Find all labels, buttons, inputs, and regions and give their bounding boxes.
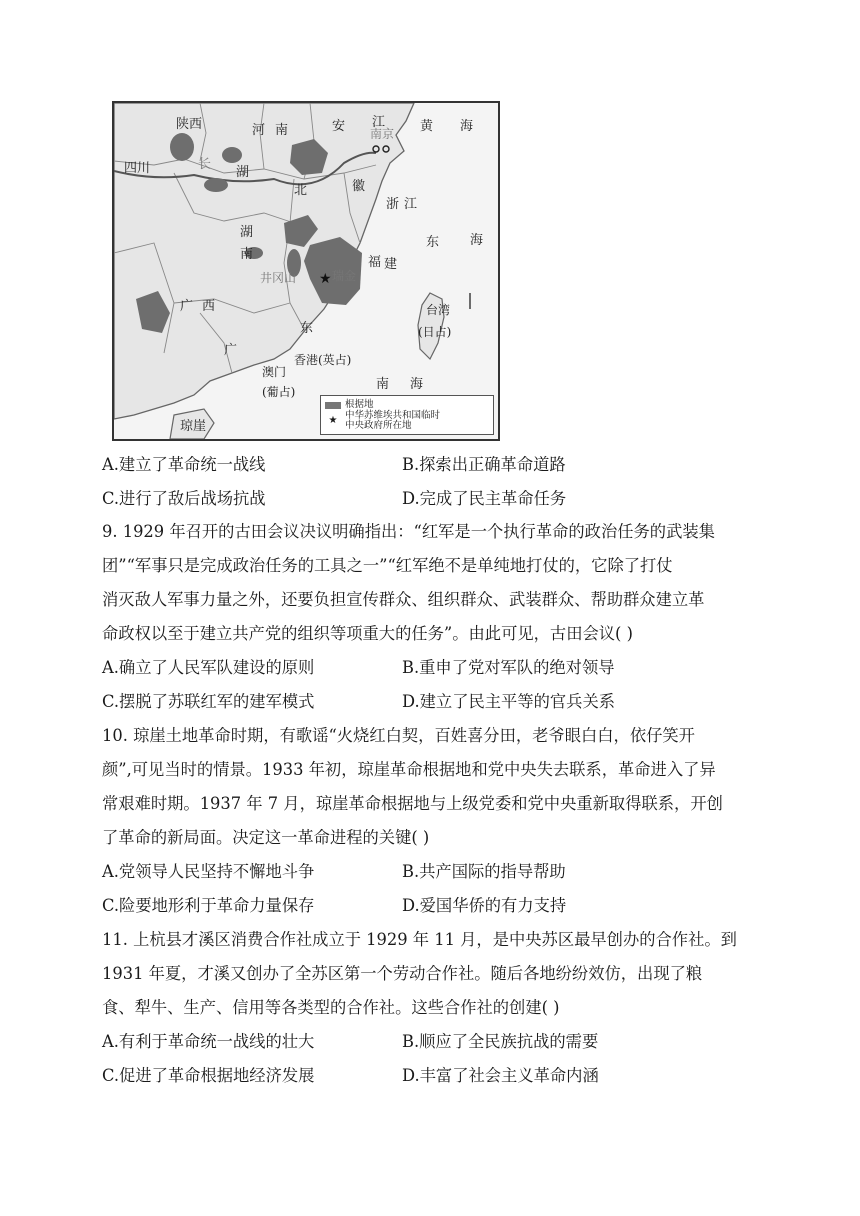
map-label-hui: 徽	[352, 179, 366, 194]
map-label-anhui: 安	[332, 119, 346, 134]
map-label-taiwan: 台湾	[426, 303, 451, 317]
map-label-nan-sea: 南	[376, 377, 390, 392]
base-area	[204, 178, 228, 192]
q11-option-b[interactable]: B.顺应了全民族抗战的需要	[402, 1032, 599, 1051]
map-label-henan: 河南	[252, 123, 299, 138]
map-label-macau: 澳门	[262, 365, 287, 379]
legend-base-label: 根据地	[345, 399, 374, 410]
q9-option-b[interactable]: B.重申了党对军队的绝对领导	[402, 658, 615, 677]
q8-option-b[interactable]: B.探索出正确革命道路	[402, 455, 566, 474]
map-label-zhe: 浙	[386, 197, 400, 212]
q11-option-a[interactable]: A.有利于革命统一战线的壮大	[102, 1032, 315, 1051]
map-label-qiongya: 琼崖	[180, 419, 207, 434]
map-label-hai-mid: 海	[470, 233, 484, 248]
ruijin-star-marker: ★	[319, 271, 332, 287]
map-label-guangxi-2: 西	[202, 299, 216, 314]
q9-stem-line: 团”“军事只是完成政治任务的工具之一”“红军绝不是单纯地打仗的，它除了打仗	[102, 556, 673, 575]
q8-option-a[interactable]: A.建立了革命统一战线	[102, 455, 266, 474]
map-label-sichuan: 四川	[124, 161, 151, 176]
map-label-bei: 北	[294, 183, 308, 198]
q9-option-a[interactable]: A.确立了人民军队建设的原则	[102, 658, 315, 677]
map-label-jiang2: 江	[404, 197, 418, 212]
star-icon: ★	[328, 415, 338, 426]
q10-option-c[interactable]: C.险要地形利于革命力量保存	[102, 896, 315, 915]
map-drawing	[114, 103, 498, 439]
base-area	[170, 133, 194, 161]
map-label-jinggangshan: 井冈山	[260, 271, 297, 285]
q11-stem-line: 11. 上杭县才溪区消费合作社成立于 1929 年 11 月，是中央苏区最早创办的合作社。到	[102, 930, 737, 949]
map-label-dong-sea: 东	[426, 235, 440, 250]
map-label-fu: 福	[368, 255, 382, 270]
map-label-guangxi-1: 广	[180, 299, 194, 314]
q10-stem-line: 颜”,可见当时的情景。1933 年初，琼崖革命根据地和党中央失去联系，革命进入了异	[102, 760, 716, 779]
map-label-taiwan-note: (日占)	[418, 325, 452, 339]
q11-option-c[interactable]: C.促进了革命根据地经济发展	[102, 1066, 315, 1085]
q10-stem-line: 10. 琼崖土地革命时期，有歌谣“火烧红白契，百姓喜分田，老爷眼白白，依仔笑开	[102, 726, 695, 745]
map-label-chang: 长	[198, 157, 212, 172]
map-label-huang: 黄	[420, 119, 434, 134]
q11-option-d[interactable]: D.丰富了社会主义革命内涵	[402, 1066, 599, 1085]
q9-stem-line: 命政权以至于建立共产党的组织等项重大的任务”。由此可见，古田会议( )	[102, 624, 633, 643]
map-label-jiang: 江	[372, 115, 386, 130]
q9-option-c[interactable]: C.摆脱了苏联红军的建军模式	[102, 692, 315, 711]
q10-option-d[interactable]: D.爱国华侨的有力支持	[402, 896, 567, 915]
legend-swatch	[325, 402, 341, 409]
q10-option-a[interactable]: A.党领导人民坚持不懈地斗争	[102, 862, 315, 881]
q10-stem-line: 了革命的新局面。决定这一革命进程的关键( )	[102, 828, 430, 847]
q9-stem-line: 消灭敌人军事力量之外，还要负担宣传群众、组织群众、武装群众、帮助群众建立革	[102, 590, 705, 609]
q9-option-d[interactable]: D.建立了民主平等的官兵关系	[402, 692, 616, 711]
q8-option-d[interactable]: D.完成了民主革命任务	[402, 489, 567, 508]
q8-option-c[interactable]: C.进行了敌后战场抗战	[102, 489, 266, 508]
map-label-dong: 东	[300, 321, 314, 336]
map-label-hu1: 湖	[236, 165, 250, 180]
legend-row-base	[325, 400, 374, 410]
map-label-hongkong: 香港(英占)	[294, 353, 352, 367]
q11-stem-line: 1931 年夏，才溪又创办了全苏区第一个劳动合作社。随后各地纷纷效仿，出现了粮	[102, 964, 703, 983]
map-label-nanjing: 南京	[370, 127, 395, 141]
map-label-hai-top: 海	[460, 119, 474, 134]
map-legend	[320, 395, 494, 435]
q10-option-b[interactable]: B.共产国际的指导帮助	[402, 862, 566, 881]
map-label-hai-sea: 海	[410, 377, 424, 392]
q9-stem-line: 9. 1929 年召开的古田会议决议明确指出：“红军是一个执行革命的政治任务的武装集	[102, 522, 715, 541]
map-label-ruijin: 瑞金	[332, 269, 357, 283]
map-label-macau-note: (葡占)	[262, 385, 296, 399]
map-label-shaanxi: 陕西	[176, 117, 203, 132]
legend-row-capital	[325, 411, 440, 431]
map-label-guang2: 广	[224, 343, 238, 358]
q10-stem-line: 常艰难时期。1937 年 7 月，琼崖革命根据地与上级党委和党中央重新取得联系，开创	[102, 794, 723, 813]
map-label-jian: 建	[384, 257, 398, 272]
q11-stem-line: 食、犁牛、生产、信用等各类型的合作社。这些合作社的创建( )	[102, 998, 560, 1017]
legend-capital-label: 中华苏维埃共和国临时 中央政府所在地	[345, 410, 441, 431]
historical-map	[112, 101, 500, 441]
map-label-nan2: 南	[240, 247, 254, 262]
map-label-hu2: 湖	[240, 225, 254, 240]
